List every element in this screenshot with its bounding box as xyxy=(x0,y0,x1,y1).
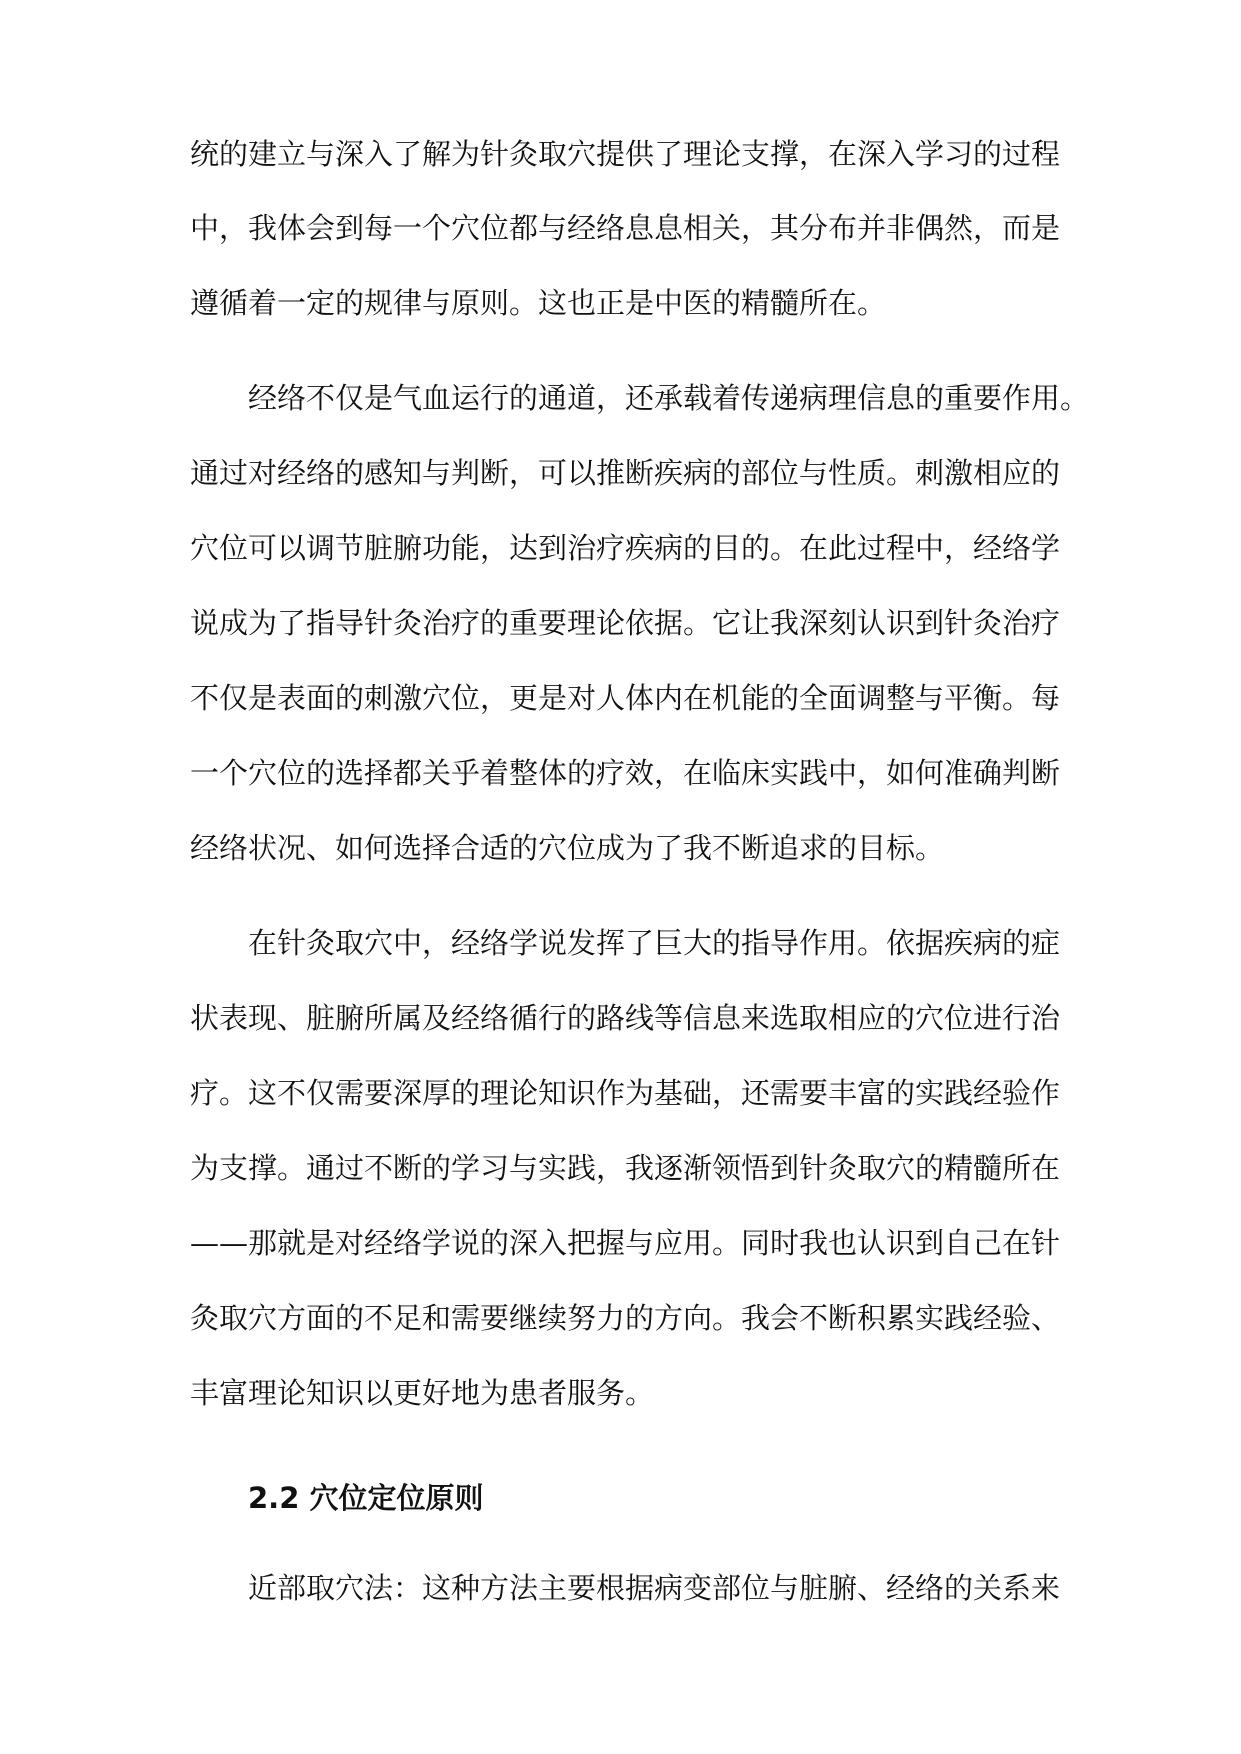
text-line: 经络状况、如何选择合适的穴位成为了我不断追求的目标。 xyxy=(190,831,945,865)
section-heading: 2.2 穴位定位原则 xyxy=(248,1481,484,1515)
text-line: 中，我体会到每一个穴位都与经络息息相关，其分布并非偶然，而是 xyxy=(190,211,1061,245)
text-line: 穴位可以调节脏腑功能，达到治疗疾病的目的。在此过程中，经络学 xyxy=(190,531,1061,565)
text-line: 统的建立与深入了解为针灸取穴提供了理论支撑，在深入学习的过程 xyxy=(190,137,1061,171)
text-line: ——那就是对经络学说的深入把握与应用。同时我也认识到自己在针 xyxy=(190,1226,1061,1260)
text-line: 灸取穴方面的不足和需要继续努力的方向。我会不断积累实践经验、 xyxy=(190,1301,1061,1335)
text-line: 为支撑。通过不断的学习与实践，我逐渐领悟到针灸取穴的精髓所在 xyxy=(190,1151,1061,1185)
section-first-line: 近部取穴法：这种方法主要根据病变部位与脏腑、经络的关系来 xyxy=(248,1571,1061,1605)
text-line: 一个穴位的选择都关乎着整体的疗效，在临床实践中，如何准确判断 xyxy=(190,756,1061,790)
text-line: 通过对经络的感知与判断，可以推断疾病的部位与性质。刺激相应的 xyxy=(190,456,1061,490)
text-line: 不仅是表面的刺激穴位，更是对人体内在机能的全面调整与平衡。每 xyxy=(190,681,1061,715)
text-line: 遵循着一定的规律与原则。这也正是中医的精髓所在。 xyxy=(190,286,887,320)
text-line: 说成为了指导针灸治疗的重要理论依据。它让我深刻认识到针灸治疗 xyxy=(190,606,1061,640)
text-line: 丰富理论知识以更好地为患者服务。 xyxy=(190,1376,655,1410)
text-line: 状表现、脏腑所属及经络循行的路线等信息来选取相应的穴位进行治 xyxy=(190,1001,1061,1035)
text-line: 经络不仅是气血运行的通道，还承载着传递病理信息的重要作用。 xyxy=(248,381,1090,415)
text-line: 在针灸取穴中，经络学说发挥了巨大的指导作用。依据疾病的症 xyxy=(248,926,1061,960)
text-line: 疗。这不仅需要深厚的理论知识作为基础，还需要丰富的实践经验作 xyxy=(190,1076,1061,1110)
